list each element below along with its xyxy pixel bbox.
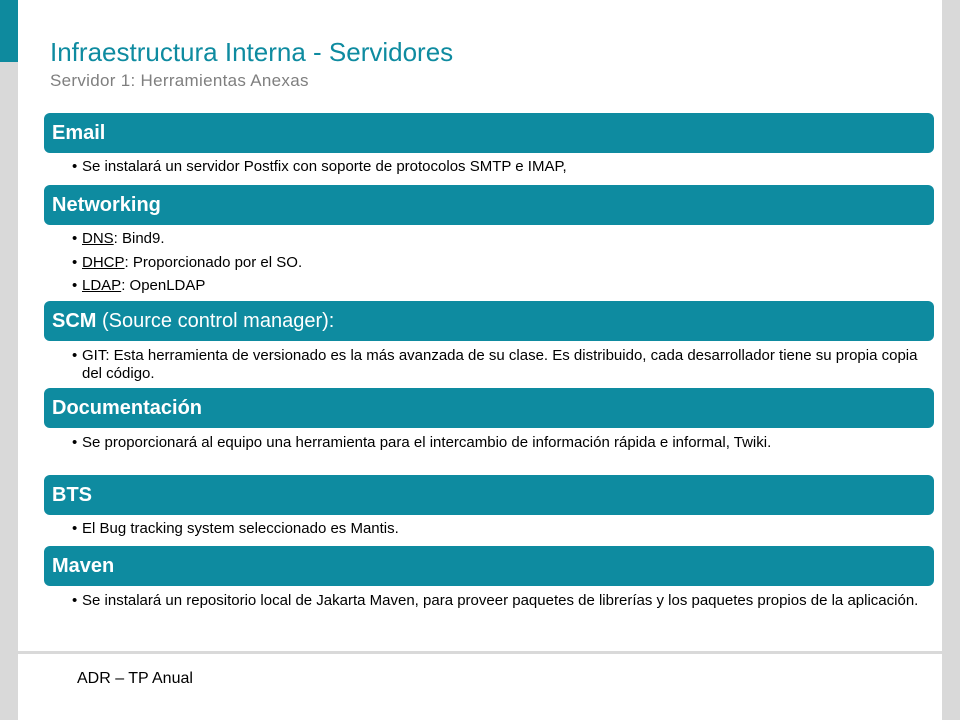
section-header-label-bold: SCM [52, 309, 97, 332]
section-header-label: Networking [52, 193, 161, 216]
footer-divider [18, 651, 942, 654]
section-header-scm [44, 301, 934, 341]
bullet-email: • Se instalará un servidor Postfix con soporte de protocolos SMTP e IMAP, [72, 158, 932, 176]
left-accent-block [0, 0, 18, 62]
section-header-documentacion [44, 388, 934, 428]
bullet-dhcp [72, 254, 932, 272]
bullet-dns [72, 230, 932, 248]
section-header-label: Documentación [52, 396, 203, 419]
bullet-documentacion: • Se proporcionará al equipo una herramienta para el intercambio de información rápida e informal, Twiki. [72, 434, 932, 452]
bullet-ldap-text: : OpenLDAP [121, 277, 206, 294]
bullet-ldap [72, 277, 932, 295]
section-header-email [44, 113, 934, 153]
section-header-networking [44, 185, 934, 225]
bullet-dhcp-text: : Proporcionado por el SO. [124, 254, 303, 271]
left-frame-bar [0, 0, 18, 720]
bullet-bts: • El Bug tracking system seleccionado es Mantis. [72, 520, 932, 538]
footer-text: ADR – TP Anual [77, 670, 193, 687]
right-frame-bar [942, 0, 960, 720]
bullet-scm: • GIT: Esta herramienta de versionado es la más avanzada de su clase. Es distribuido, cada desarrollador tiene su propia copia del código. [72, 347, 932, 383]
bullet-maven: • Se instalará un repositorio local de Jakarta Maven, para proveer paquetes de librerías y los paquetes propios de la aplicación. [72, 592, 932, 610]
slide-title: Infraestructura Interna - Servidores [50, 37, 454, 67]
section-header-maven [44, 546, 934, 586]
section-header-label: Maven [52, 554, 115, 577]
section-header-label-rest: (Source control manager): [96, 309, 335, 332]
link-dns[interactable]: DNS [82, 230, 114, 247]
bullet-dns-text: : Bind9. [113, 230, 165, 247]
section-header-bts [44, 475, 934, 515]
link-dhcp[interactable]: DHCP [82, 254, 125, 271]
link-ldap[interactable]: LDAP [82, 277, 122, 294]
section-header-label: BTS [52, 483, 92, 506]
slide-subtitle: Servidor 1: Herramientas Anexas [50, 71, 309, 90]
section-header-label: Email [52, 121, 106, 144]
